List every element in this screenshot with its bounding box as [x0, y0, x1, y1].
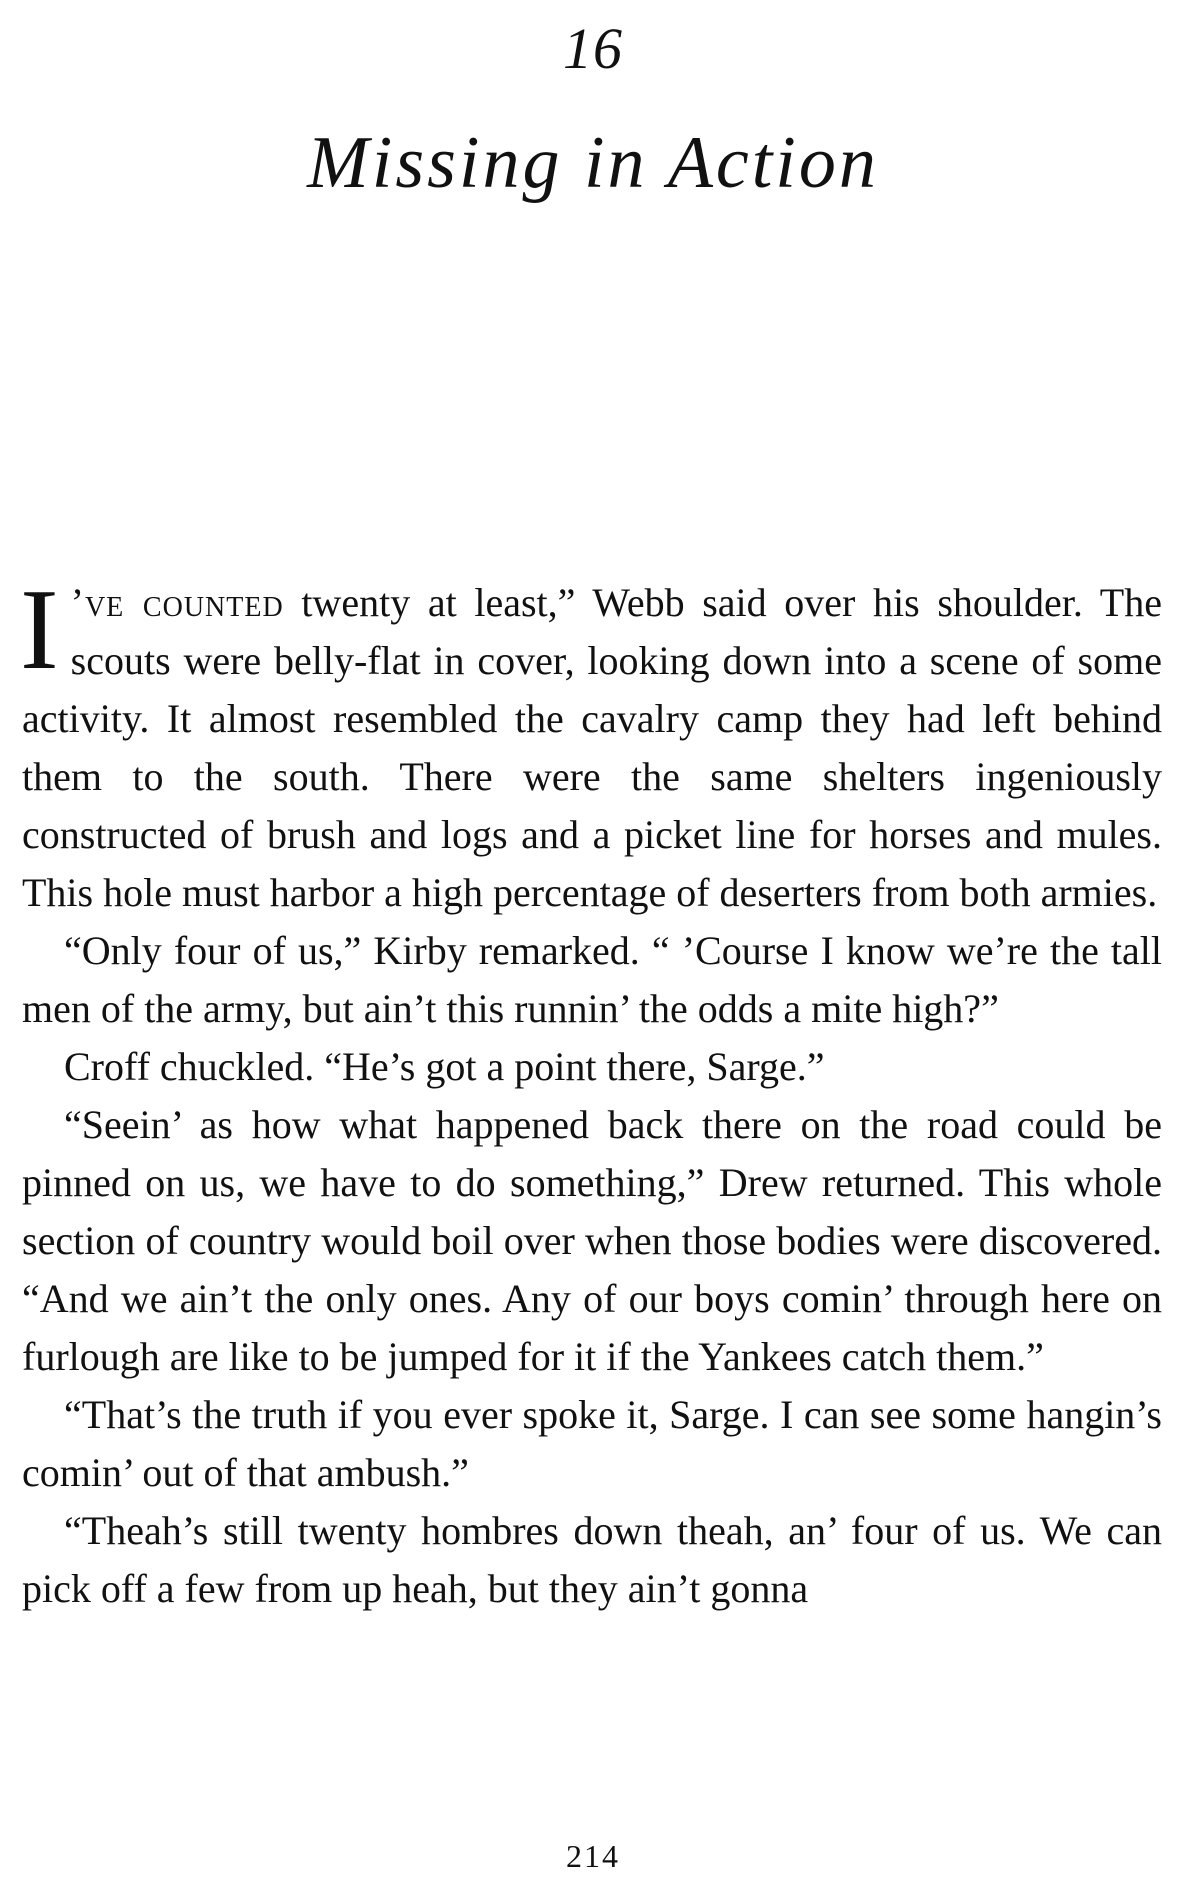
- paragraph-5: “That’s the truth if you ever spoke it, Sarge. I can see some hangin’s comin’ out of that ambush.”: [22, 1392, 1162, 1495]
- lead-small-caps: ’ve counted: [70, 580, 284, 625]
- page-number: 214: [566, 1838, 620, 1874]
- chapter-body: [20, 566, 1162, 1618]
- drop-cap: I: [20, 566, 59, 694]
- paragraph-1-text: twenty at least,” Webb said over his shoulder. The scouts were belly-flat in cover, looking down into a scene of some activity. It almost resembled the cavalry camp they had left behind them to the south. There were the same shelters ingeniously constructed of brush and logs and a picket line for horses and mules. This hole must harbor a high percentage of deserters from both armies.: [22, 580, 1162, 915]
- paragraph-1: [20, 566, 1162, 922]
- paragraph-2: “Only four of us,” Kirby remarked. “ ’Course I know we’re the tall men of the army, but ain’t this runnin’ the odds a mite high?”: [22, 928, 1162, 1031]
- paragraph-3: Croff chuckled. “He’s got a point there, Sarge.”: [64, 1044, 825, 1089]
- paragraph-6: “Theah’s still twenty hombres down theah, an’ four of us. We can pick off a few from up heah, but they ain’t gonna: [22, 1508, 1162, 1611]
- chapter-title: Missing in Action: [307, 122, 879, 204]
- chapter-number: 16: [563, 16, 623, 81]
- paragraph-4: “Seein’ as how what happened back there on the road could be pinned on us, we have to do something,” Drew returned. This whole section of country would boil over when those bodies were discovered. “And we ain’t the only ones. Any of our boys comin’ through here on furlough are like to be jumped for it if the Yankees catch them.”: [22, 1102, 1162, 1379]
